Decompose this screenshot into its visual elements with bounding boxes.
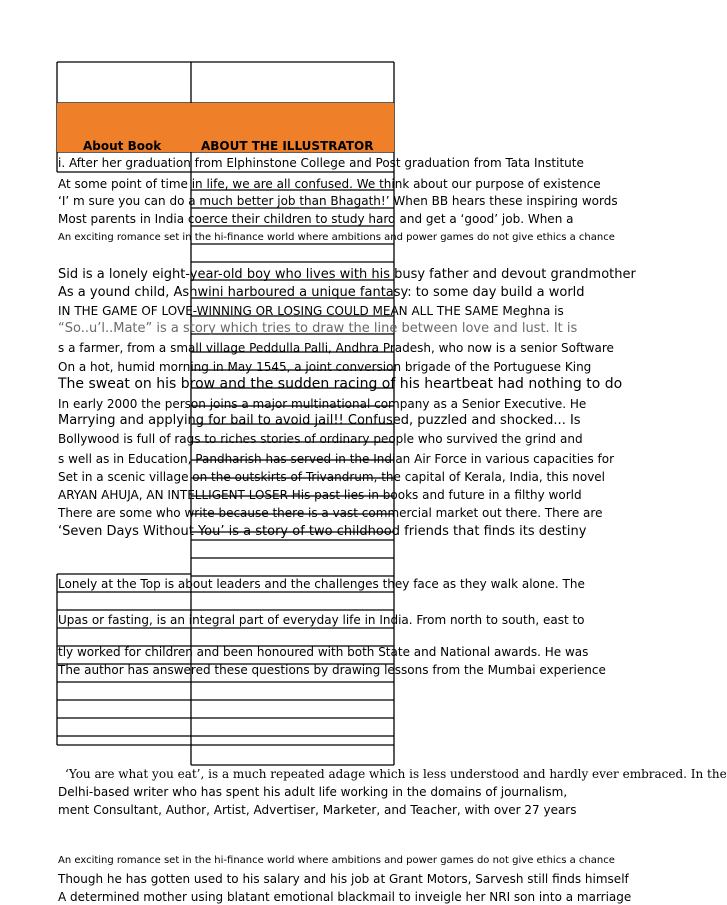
row-4-text: Most parents in India coerce their children to study hard and get a ‘good’ job. When a [58, 212, 574, 226]
row-5-text: An exciting romance set in the hi-finance world where ambitions and power games do not give ethics a chance [58, 232, 615, 243]
below-6-text: A determined mother using blatant emotional blackmail to inveigle her NRI son into a marriage [58, 890, 632, 904]
row-13-text: In early 2000 the person joins a major multinational company as a Senior Executive. He [58, 397, 587, 411]
row-24-text: The author has answered these questions by drawing lessons from the Mumbai experience [58, 663, 606, 677]
row-16-text: s well as in Education, Pandharish has served in the Indian Air Force in various capacities for [58, 452, 615, 466]
row-2-text: At some point of time in life, we are all confused. We think about our purpose of existence [58, 177, 601, 191]
row-22-text: Upas or fasting, is an integral part of everyday life in India. From north to south, east to [58, 613, 585, 627]
row-18-text: ARYAN AHUJA, AN INTELLIGENT LOSER His past lies in books and future in a filthy world [58, 488, 582, 502]
row-12-text: The sweat on his brow and the sudden racing of his heartbeat had nothing to do [58, 376, 623, 392]
below-4-text: An exciting romance set in the hi-finance world where ambitions and power games do not give ethics a chance [58, 855, 615, 866]
row-20-text: ‘Seven Days Without You’ is a story of two childhood friends that finds its destiny [58, 524, 587, 539]
below-5-text: Though he has gotten used to his salary and his job at Grant Motors, Sarvesh still finds himself [58, 872, 629, 886]
row-17-text: Set in a scenic village on the outskirts of Trivandrum, the capital of Kerala, India, this novel [58, 470, 606, 484]
row-19-text: There are some who write because there is a vast commercial market out there. There are [58, 506, 603, 520]
header-about-illustrator: ABOUT THE ILLUSTRATOR [201, 139, 374, 153]
row-23-text: tly worked for children and been honoured with both State and National awards. He was [58, 645, 589, 659]
row-21-text: Lonely at the Top is about leaders and the challenges they face as they walk alone. The [58, 577, 585, 591]
row-3-text: ‘I’ m sure you can do a much better job than Bhagath!’ When BB hears these inspiring words [58, 194, 618, 208]
row-9-text: “So..u’l..Mate” is a story which tries to draw the line between love and lust. It is [58, 321, 578, 336]
row-15-text: Bollywood is full of rags to riches stories of ordinary people who survived the grind and [58, 432, 583, 446]
below-1-text: ‘You are what you eat’, is a much repeated adage which is less understood and hardly ever embraced. In the [65, 767, 727, 781]
below-3-text: ment Consultant, Author, Artist, Advertiser, Marketer, and Teacher, with over 27 years [58, 803, 577, 817]
row-7-text: As a yound child, Ashwini harboured a unique fantasy: to some day build a world [58, 285, 585, 300]
row-1-text: i. After her graduation from Elphinstone College and Post graduation from Tata Institute [58, 156, 584, 170]
row-10-text: s a farmer, from a small village Peddulla Palli, Andhra Pradesh, who now is a senior Software [58, 341, 614, 355]
below-2-text: Delhi-based writer who has spent his adult life working in the domains of journalism, [58, 785, 568, 799]
row-8-text: IN THE GAME OF LOVE-WINNING OR LOSING COULD MEAN ALL THE SAME Meghna is [58, 304, 564, 318]
row-6-text: Sid is a lonely eight-year-old boy who lives with his busy father and devout grandmother [58, 267, 636, 282]
row-14-text: Marrying and applying for bail to avoid jail!! Confused, puzzled and shocked... Is [58, 413, 581, 428]
row-11-text: On a hot, humid morning in May 1545, a joint conversion brigade of the Portuguese King [58, 360, 592, 374]
header-about-book: About Book [83, 139, 162, 153]
